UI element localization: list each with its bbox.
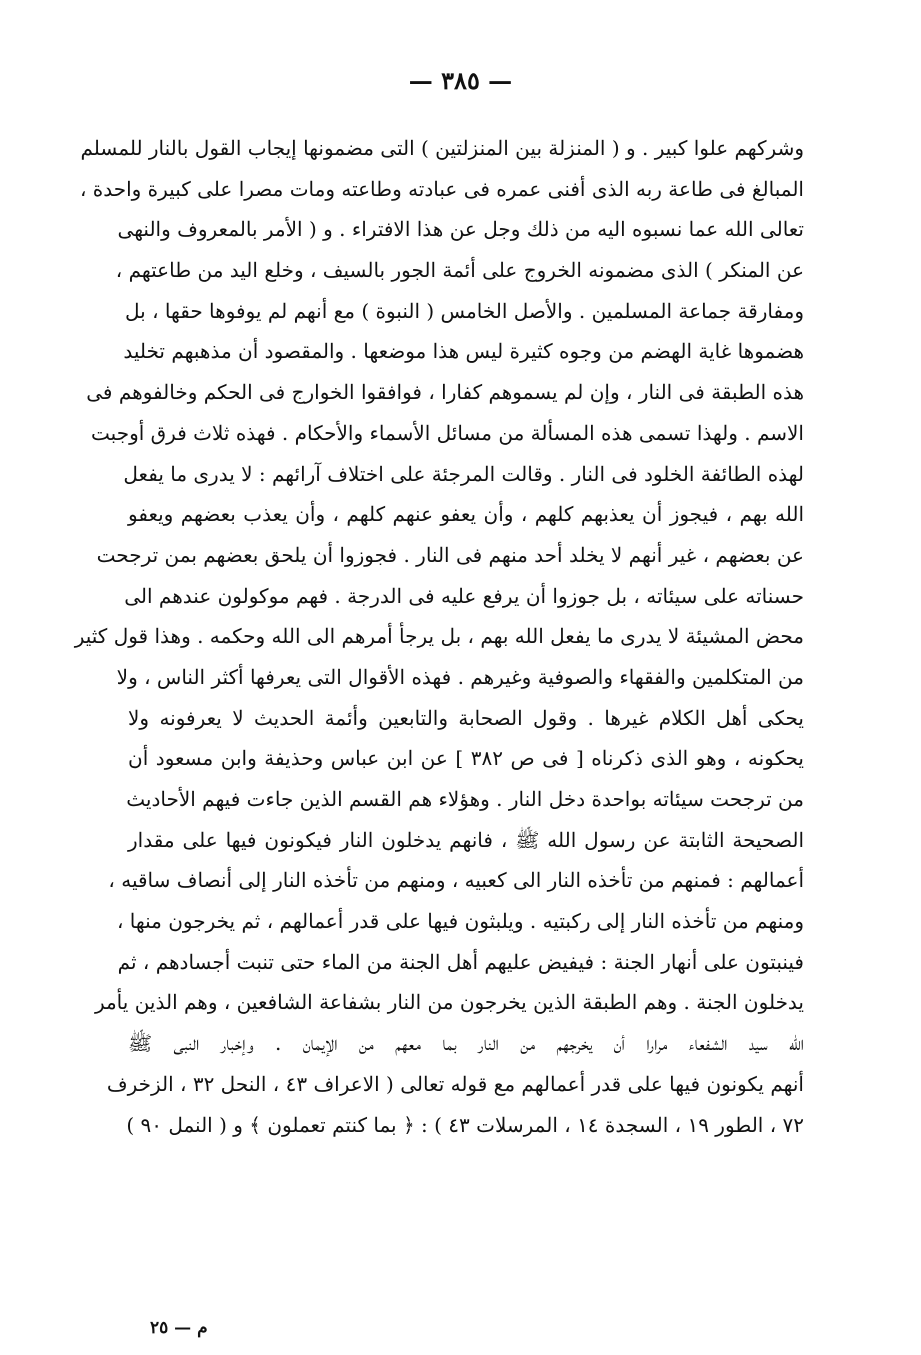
text-line: أنهم يكونون فيها على قدر أعمالهم مع قوله تعالى ( الاعراف ٤٣ ، النحل ٣٢ ، الزخرف <box>106 1071 804 1096</box>
text-line: هضموها غاية الهضم من وجوه كثيرة ليس هذا موضعها . والمقصود أن مذهبهم تخليد <box>123 339 804 364</box>
text-line: ومنهم من تأخذه النار إلى ركبتيه . ويلبثون فيها على قدر أعمالهم ، ثم يخرجون منها ، <box>116 909 804 934</box>
text-line: ومفارقة جماعة المسلمين . والأصل الخامس ( النبوة ) مع أنهم لم يوفوها حقها ، بل <box>125 298 804 323</box>
text-line: من المتكلمين والفقهاء والصوفية وغيرهم . فهذه الأقوال التى يعرفها أكثر الناس ، ولا <box>116 664 804 689</box>
text-line: يحكى أهل الكلام غيرها . وقول الصحابة والتابعين وأئمة الحديث لا يعرفونه ولا <box>128 705 804 730</box>
text-line: أعمالهم : فمنهم من تأخذه النار الى كعبيه ، ومنهم من تأخذه النار إلى أنصاف ساقيه ، <box>108 868 804 893</box>
printer-signature: م — ٢٥ <box>150 1318 208 1338</box>
text-line: الله سيد الشفعاء مرارا أن يخرجهم من النار بما معهم من الإيمان . وإخبار النبى ﷺ <box>128 1031 804 1056</box>
page-number: — ٣٨٥ — <box>408 66 513 95</box>
text-line: المبالغ فى طاعة ربه الذى أفنى عمره فى عبادته وطاعته ومات مصرا على كبيرة واحدة ، <box>79 176 804 201</box>
text-line: يحكونه ، وهو الذى ذكرناه [ فى ص ٣٨٢ ] عن ابن عباس وحذيفة وابن مسعود أن <box>128 746 804 771</box>
text-line: الله بهم ، فيجوز أن يعذبهم كلهم ، وأن يعفو عنهم كلهم ، وأن يعذب بعضهم ويعفو <box>128 502 804 527</box>
text-line: من ترجحت سيئاته بواحدة دخل النار . وهؤلاء هم القسم الذين جاءت فيهم الأحاديث <box>126 787 804 811</box>
text-line: الصحيحة الثابتة عن رسول الله ﷺ ، فانهم يدخلون النار فيكونون فيها على مقدار <box>128 827 804 852</box>
text-line: الاسم . ولهذا تسمى هذه المسألة من مسائل الأسماء والأحكام . فهذه ثلاث فرق أوجبت <box>91 420 804 445</box>
text-line: حسناته على سيئاته ، بل جوزوا أن يرفع عليه فى الدرجة . فهم موكولون عندهم الى <box>124 583 804 608</box>
text-line: وشركهم علوا كبير . و ( المنزلة بين المنزلتين ) التى مضمونها إيجاب القول بالنار للمسلم <box>80 136 804 160</box>
text-line: عن المنكر ) الذى مضمونه الخروج على أئمة الجور بالسيف ، وخلع اليد من طاعتهم ، <box>115 258 804 283</box>
body-text <box>74 128 804 1145</box>
text-line: لهذه الطائفة الخلود فى النار . وقالت المرجئة على اختلاف آرائهم : لا يدرى ما يفعل <box>123 461 804 486</box>
text-line: تعالى الله عما نسبوه اليه من ذلك وجل عن هذا الافتراء . و ( الأمر بالمعروف والنهى <box>117 217 804 242</box>
text-line: محض المشيئة لا يدرى ما يفعل الله بهم ، بل يرجأ أمرهم الى الله وحكمه . وهذا قول كثير <box>74 624 804 649</box>
text-line: هذه الطبقة فى النار ، وإن لم يسموهم كفارا ، فوافقوا الخوارج فى الحكم وخالفوهم فى <box>86 380 804 405</box>
text-line: عن بعضهم ، غير أنهم لا يخلد أحد منهم فى النار . فجوزوا أن يلحق بعضهم بمن ترجحت <box>96 542 804 567</box>
text-line: فينبتون على أنهار الجنة : فيفيض عليهم أهل الجنة من الماء حتى تنبت أجسادهم ، ثم <box>117 949 804 974</box>
text-line: ٧٢ ، الطور ١٩ ، السجدة ١٤ ، المرسلات ٤٣ ) : ﴿ بما كنتم تعملون ﴾ و ( النمل ٩٠ ) <box>126 1112 804 1137</box>
text-line: يدخلون الجنة . وهم الطبقة الذين يخرجون من النار بشفاعة الشافعين ، وهم الذين يأمر <box>94 990 804 1015</box>
